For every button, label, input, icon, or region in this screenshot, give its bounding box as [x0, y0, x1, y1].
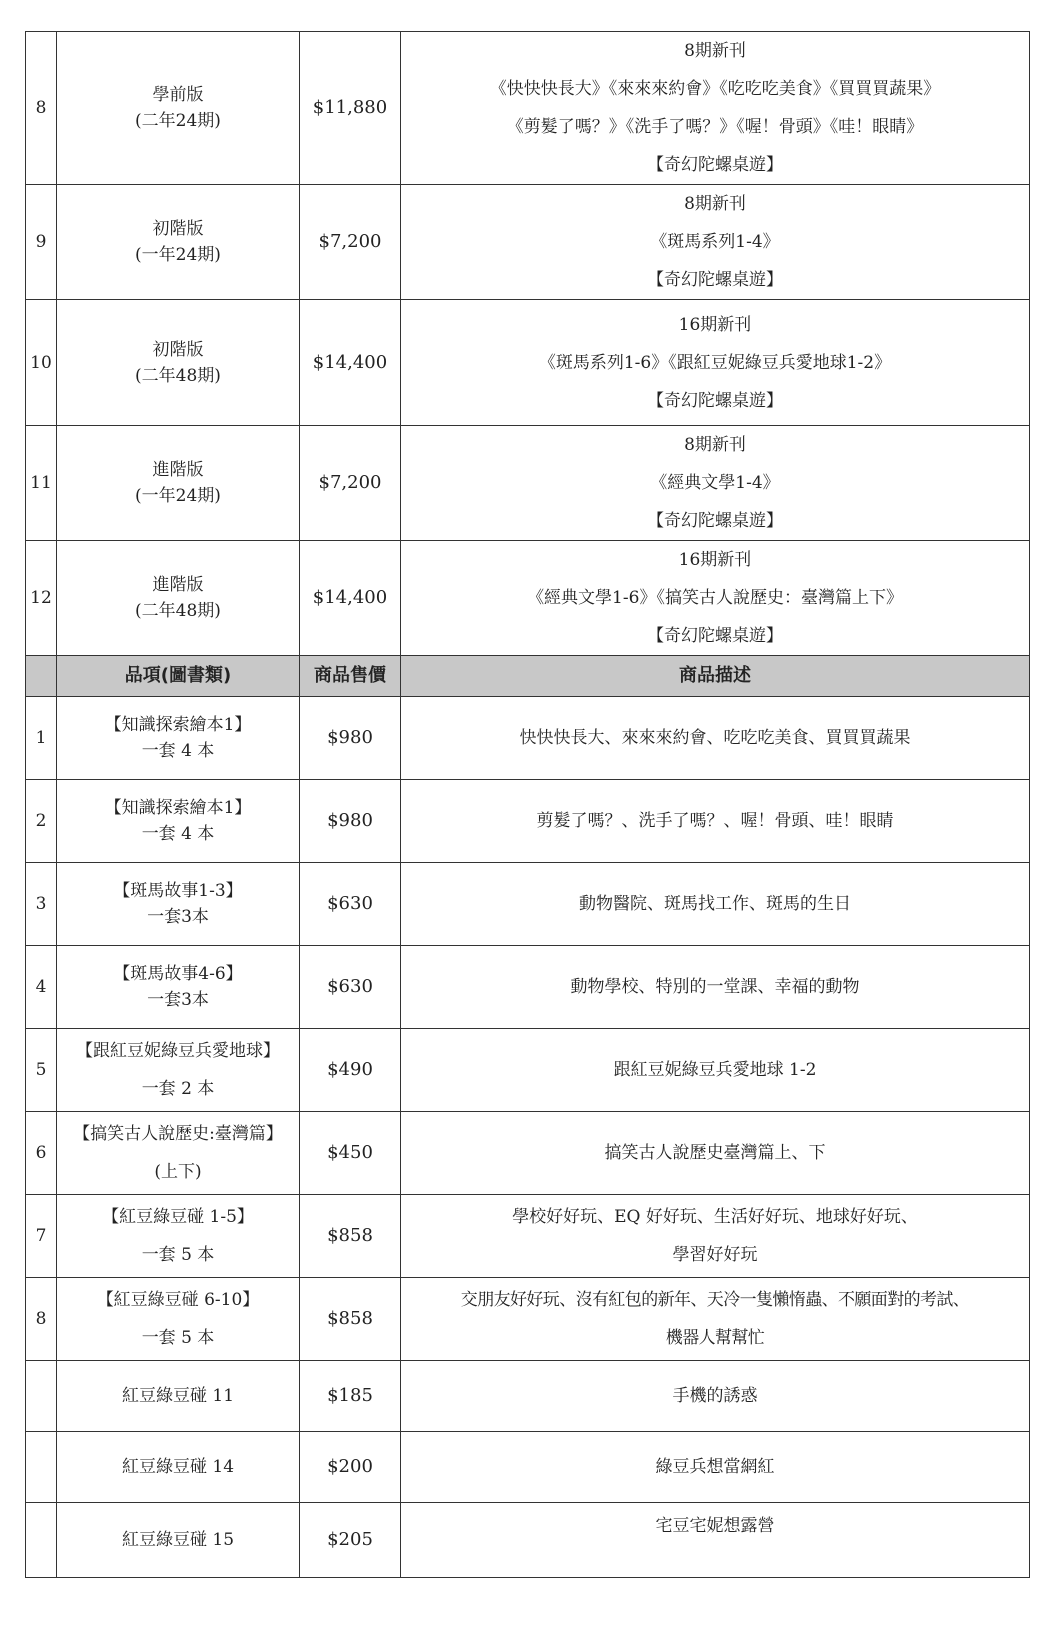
item-description [401, 1112, 1030, 1195]
item-price: $205 [300, 1503, 401, 1578]
item-name-line: 【跟紅豆妮綠豆兵愛地球】 [76, 1041, 280, 1061]
description-line: 【奇幻陀螺桌遊】 [647, 270, 783, 290]
description-line: 機器人幫幫忙 [665, 1328, 765, 1348]
item-name-line: (一年24期) [135, 486, 221, 506]
item-name-line: 【紅豆綠豆碰 1-5】 [102, 1207, 254, 1227]
item-description [401, 1195, 1030, 1278]
description-line: 搞笑古人說歷史臺灣篇上、下 [604, 1143, 826, 1163]
item-name [57, 1112, 300, 1195]
item-name [57, 1432, 300, 1503]
item-name-line: 【紅豆綠豆碰 6-10】 [96, 1290, 260, 1310]
description-line: 16期新刊 [678, 550, 752, 570]
table-row [26, 185, 1030, 300]
item-price: $200 [300, 1432, 401, 1503]
table-row [26, 697, 1030, 780]
row-number: 9 [26, 185, 57, 300]
item-price: $490 [300, 1029, 401, 1112]
description-line: 交朋友好好玩、沒有紅包的新年、天冷一隻懶惰蟲、不願面對的考試、 [460, 1290, 970, 1310]
item-price: $7,200 [300, 185, 401, 300]
row-number: 8 [26, 1278, 57, 1361]
item-name [57, 300, 300, 426]
description-line: 8期新刊 [684, 194, 746, 214]
table-row [26, 1432, 1030, 1503]
row-number: 7 [26, 1195, 57, 1278]
description-line: 【奇幻陀螺桌遊】 [647, 626, 783, 646]
item-name-line: 紅豆綠豆碰 14 [121, 1457, 235, 1477]
item-name-line: (二年48期) [135, 365, 221, 386]
item-name [57, 541, 300, 656]
item-name-line: 進階版 [152, 460, 204, 480]
description-line: 剪髮了嗎？、洗手了嗎？、喔！骨頭、哇！眼睛 [536, 811, 894, 831]
row-number [26, 1503, 57, 1578]
item-name [57, 1278, 300, 1361]
item-price: $630 [300, 946, 401, 1029]
table-row [26, 1278, 1030, 1361]
item-description [401, 780, 1030, 863]
description-line: 【奇幻陀螺桌遊】 [647, 511, 783, 531]
item-price: $858 [300, 1195, 401, 1278]
description-line: 【奇幻陀螺桌遊】 [647, 390, 783, 411]
item-description [401, 697, 1030, 780]
table-row [26, 1361, 1030, 1432]
item-name-line: 一套 5 本 [141, 1245, 215, 1265]
item-description [401, 541, 1030, 656]
table-row [26, 1503, 1030, 1578]
item-name [57, 1195, 300, 1278]
description-line: 宅豆宅妮想露營 [655, 1516, 775, 1536]
table-row [26, 1112, 1030, 1195]
item-description [401, 1503, 1030, 1578]
item-name [57, 185, 300, 300]
header-blank-cell [26, 656, 57, 697]
item-price: $11,880 [300, 32, 401, 185]
description-line: 手機的誘惑 [672, 1386, 758, 1406]
description-line: 《斑馬系列1-4》 [650, 232, 780, 252]
description-line: 【奇幻陀螺桌遊】 [647, 155, 783, 175]
item-name-line: 進階版 [152, 575, 204, 595]
item-price: $980 [300, 697, 401, 780]
item-price: $980 [300, 780, 401, 863]
item-description [401, 1029, 1030, 1112]
row-number: 4 [26, 946, 57, 1029]
item-price: $630 [300, 863, 401, 946]
item-price: $858 [300, 1278, 401, 1361]
item-description [401, 300, 1030, 426]
item-name-line: 一套 5 本 [141, 1328, 215, 1348]
table-row [26, 946, 1030, 1029]
description-line: 《剪髮了嗎？》《洗手了嗎？》《喔！骨頭》《哇！眼睛》 [506, 117, 924, 137]
header-item: 品項(圖書類) [57, 656, 300, 697]
item-name-line: (上下) [154, 1162, 202, 1182]
item-description [401, 1361, 1030, 1432]
item-name-line: 紅豆綠豆碰 11 [121, 1386, 235, 1406]
item-name-line: 一套 2 本 [141, 1079, 215, 1099]
item-name-line: 初階版 [152, 339, 204, 360]
description-line: 8期新刊 [684, 435, 746, 455]
description-line: 《經典文學1-6》《搞笑古人說歷史：臺灣篇上下》 [527, 588, 903, 608]
item-description [401, 1432, 1030, 1503]
description-line: 《斑馬系列1-6》《跟紅豆妮綠豆兵愛地球1-2》 [538, 352, 892, 373]
item-description [401, 863, 1030, 946]
header-price: 商品售價 [300, 656, 401, 697]
item-description [401, 1278, 1030, 1361]
description-line: 學習好好玩 [672, 1245, 758, 1265]
row-number [26, 1361, 57, 1432]
item-name-line: 一套 4 本 [141, 824, 215, 844]
row-number: 10 [26, 300, 57, 426]
item-description [401, 946, 1030, 1029]
item-price: $185 [300, 1361, 401, 1432]
item-name-line: 初階版 [152, 219, 204, 239]
table-row [26, 426, 1030, 541]
item-name-line: (二年48期) [135, 601, 221, 621]
item-name-line: 【斑馬故事1-3】 [113, 881, 243, 901]
item-name-line: 【知識探索繪本1】 [104, 798, 252, 818]
item-description [401, 185, 1030, 300]
row-number: 11 [26, 426, 57, 541]
description-line: 快快快長大、來來來約會、吃吃吃美食、買買買蔬果 [519, 728, 911, 748]
description-line: 動物學校、特別的一堂課、幸福的動物 [570, 977, 860, 997]
description-line: 《經典文學1-4》 [650, 473, 780, 493]
item-name [57, 426, 300, 541]
item-price: $14,400 [300, 300, 401, 426]
product-table-body [26, 32, 1030, 1578]
item-name [57, 946, 300, 1029]
row-number: 8 [26, 32, 57, 185]
item-description [401, 426, 1030, 541]
table-row [26, 1029, 1030, 1112]
item-name [57, 1503, 300, 1578]
description-line: 學校好好玩、EQ 好好玩、生活好好玩、地球好好玩、 [512, 1207, 918, 1227]
product-table [25, 31, 1030, 1578]
row-number [26, 1432, 57, 1503]
table-row [26, 541, 1030, 656]
row-number: 5 [26, 1029, 57, 1112]
item-description [401, 32, 1030, 185]
item-price: $450 [300, 1112, 401, 1195]
item-name-line: 紅豆綠豆碰 15 [121, 1530, 235, 1550]
row-number: 2 [26, 780, 57, 863]
item-name-line: 一套 4 本 [141, 741, 215, 761]
row-number: 12 [26, 541, 57, 656]
item-name-line: (一年24期) [135, 245, 221, 265]
table-row [26, 780, 1030, 863]
description-line: 《快快快長大》《來來來約會》《吃吃吃美食》《買買買蔬果》 [489, 79, 941, 99]
description-line: 綠豆兵想當網紅 [655, 1457, 775, 1477]
row-number: 1 [26, 697, 57, 780]
row-number: 3 [26, 863, 57, 946]
description-line: 動物醫院、斑馬找工作、斑馬的生日 [579, 894, 851, 914]
table-row [26, 1195, 1030, 1278]
item-name-line: 【搞笑古人說歷史:臺灣篇】 [73, 1124, 283, 1144]
item-name-line: 一套3本 [147, 907, 209, 927]
item-name [57, 32, 300, 185]
item-name [57, 1029, 300, 1112]
description-line: 跟紅豆妮綠豆兵愛地球 1-2 [613, 1060, 817, 1080]
item-name [57, 780, 300, 863]
item-name [57, 1361, 300, 1432]
item-name-line: 【知識探索繪本1】 [104, 715, 252, 735]
item-name-line: 一套3本 [147, 990, 209, 1010]
item-name [57, 863, 300, 946]
table-header-row [26, 656, 1030, 697]
table-row [26, 863, 1030, 946]
item-name [57, 697, 300, 780]
row-number: 6 [26, 1112, 57, 1195]
item-name-line: 學前版 [152, 85, 204, 105]
table-row [26, 32, 1030, 185]
header-description: 商品描述 [401, 656, 1030, 697]
table-row [26, 300, 1030, 426]
description-line: 8期新刊 [684, 41, 746, 61]
item-name-line: 【斑馬故事4-6】 [113, 964, 243, 984]
item-price: $7,200 [300, 426, 401, 541]
item-price: $14,400 [300, 541, 401, 656]
item-name-line: (二年24期) [135, 111, 221, 131]
description-line: 16期新刊 [678, 314, 752, 335]
